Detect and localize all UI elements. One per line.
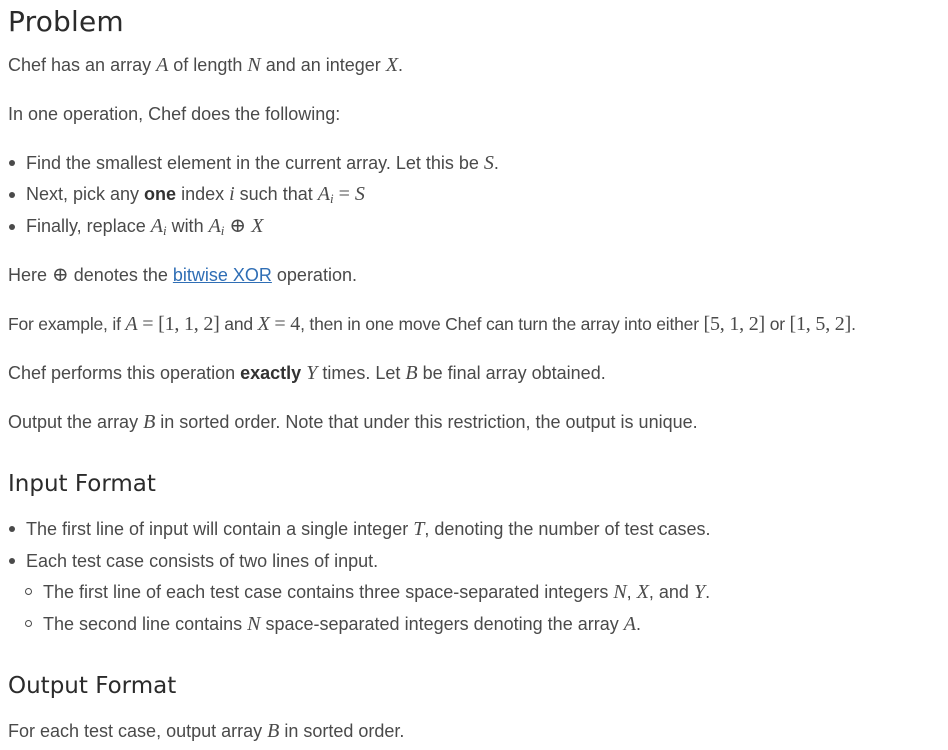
- math-sub: i: [329, 191, 334, 206]
- text: The second line contains: [43, 614, 248, 634]
- math-expr: [5, 1, 2]: [703, 313, 766, 335]
- heading-output-format: Output Format: [8, 673, 177, 699]
- text: ,: [626, 582, 637, 602]
- text: .: [635, 614, 641, 634]
- example-paragraph: [8, 313, 856, 335]
- heading-problem: Problem: [8, 5, 124, 38]
- text: , and: [648, 582, 694, 602]
- text: .: [705, 582, 711, 602]
- math-var: S: [483, 152, 494, 174]
- math-var: X: [257, 313, 270, 335]
- text: of length: [168, 55, 248, 75]
- text: denotes the: [68, 265, 173, 285]
- math-var: N: [613, 581, 627, 603]
- bitwise-xor-link[interactable]: bitwise XOR: [172, 265, 272, 285]
- text: .: [851, 314, 856, 334]
- text: with: [166, 216, 209, 236]
- perform-paragraph: [8, 362, 606, 384]
- math-var: B: [405, 362, 418, 384]
- math-expr: = [1, 1, 2]: [137, 313, 220, 335]
- text: in sorted order. Note that under this restriction, the output is unique.: [155, 412, 698, 432]
- text: in sorted order.: [279, 721, 405, 741]
- heading-input-format: Input Format: [8, 471, 156, 497]
- input-item: [26, 518, 711, 540]
- input-item: [26, 550, 378, 572]
- text: Output the array: [8, 412, 144, 432]
- step-item: [26, 152, 499, 174]
- math-var: X: [385, 54, 399, 76]
- step-item: [26, 215, 263, 242]
- math-expr: = 4: [269, 313, 301, 335]
- math-var: Y: [693, 581, 706, 603]
- xor-symbol: ⊕: [52, 264, 69, 286]
- math-var: A: [150, 215, 163, 237]
- text: index: [176, 184, 230, 204]
- intro-paragraph: [8, 54, 403, 76]
- math-var: T: [413, 518, 425, 540]
- xor-symbol: ⊕: [224, 215, 252, 237]
- step-item: [26, 183, 365, 210]
- math-var: B: [143, 411, 156, 433]
- text: For example, if: [8, 314, 126, 334]
- text: be final array obtained.: [417, 363, 606, 383]
- text: The first line of input will contain a single integer: [26, 519, 414, 539]
- text: operation.: [271, 265, 357, 285]
- output-note-paragraph: [8, 411, 698, 433]
- text: or: [765, 314, 790, 334]
- text: and an integer: [260, 55, 386, 75]
- text: .: [493, 153, 499, 173]
- sub-bullet-icon: [25, 620, 32, 627]
- math-var: X: [251, 215, 264, 237]
- math-var: N: [247, 54, 261, 76]
- text: Here: [8, 265, 53, 285]
- math-var: B: [267, 720, 280, 742]
- sub-bullet-icon: [25, 588, 32, 595]
- bullet-icon: [9, 526, 15, 532]
- text: space-separated integers denoting the array: [260, 614, 624, 634]
- math-var: A: [125, 313, 138, 335]
- bullet-icon: [9, 558, 15, 564]
- math-var: X: [636, 581, 649, 603]
- math-op: =: [333, 183, 355, 205]
- math-var: A: [623, 613, 636, 635]
- text: , then in one move Chef can turn the array into either: [300, 314, 704, 334]
- math-var: i: [229, 183, 235, 205]
- input-subitem: [43, 581, 710, 603]
- text: times. Let: [317, 363, 406, 383]
- text: Finally, replace: [26, 216, 151, 236]
- text: .: [398, 55, 404, 75]
- math-var: A: [156, 54, 169, 76]
- math-var: A: [208, 215, 221, 237]
- math-var: A: [317, 183, 330, 205]
- text: Chef performs this operation: [8, 363, 241, 383]
- text: For each test case, output array: [8, 721, 268, 741]
- bullet-icon: [9, 192, 15, 198]
- math-expr: [1, 5, 2]: [789, 313, 852, 335]
- bullet-icon: [9, 160, 15, 166]
- math-sub: i: [162, 223, 167, 238]
- bold-text: one: [144, 184, 177, 204]
- text: Each test case consists of two lines of input.: [26, 551, 379, 571]
- text: Next, pick any: [26, 184, 145, 204]
- text: Chef has an array: [8, 55, 157, 75]
- text: The first line of each test case contains three space-separated integers: [43, 582, 614, 602]
- operation-lead: In one operation, Chef does the following:: [8, 104, 341, 124]
- xor-note: [8, 264, 357, 286]
- text: , denoting the number of test cases.: [424, 519, 711, 539]
- text: and: [219, 314, 258, 334]
- input-subitem: [43, 613, 641, 635]
- text: such that: [234, 184, 318, 204]
- text: Find the smallest element in the current array. Let this be: [26, 153, 484, 173]
- math-var: S: [354, 183, 365, 205]
- math-var: Y: [306, 362, 318, 384]
- bold-text: exactly: [240, 363, 302, 383]
- output-format-paragraph: [8, 720, 404, 742]
- math-sub: i: [220, 223, 225, 238]
- bullet-icon: [9, 224, 15, 230]
- math-var: N: [247, 613, 261, 635]
